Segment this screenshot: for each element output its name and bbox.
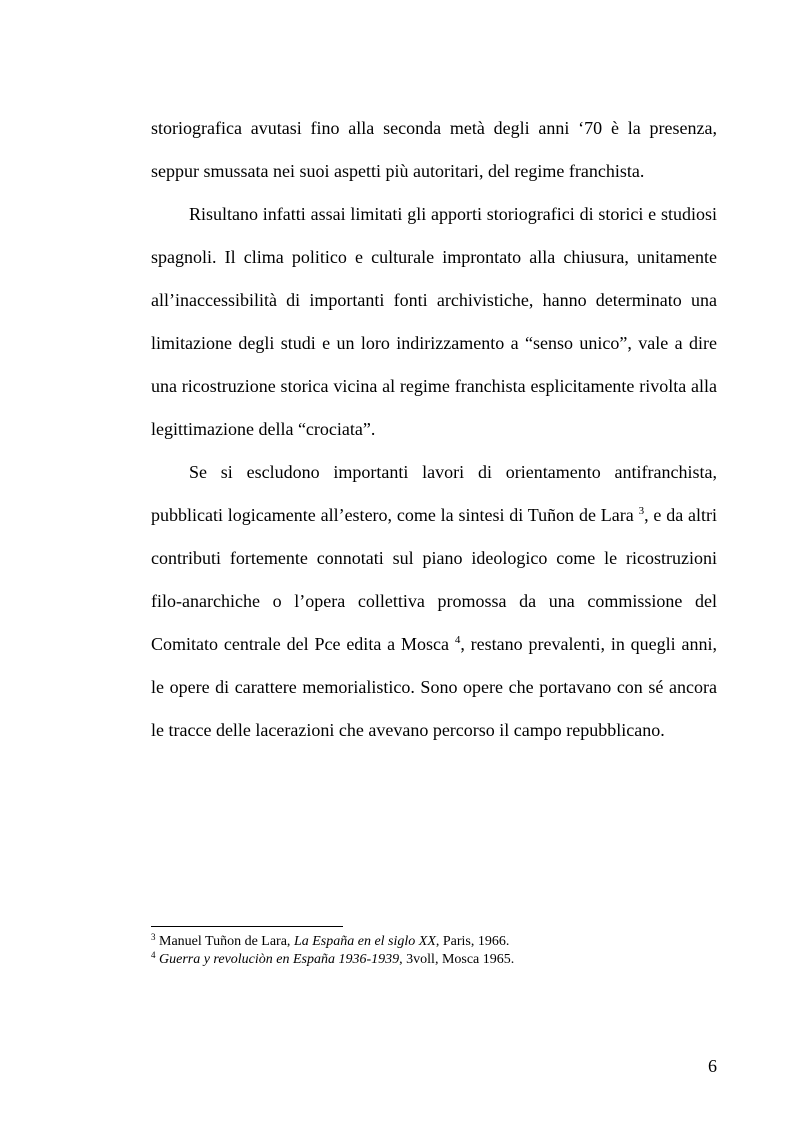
paragraph-3-text-b: , e da altri contributi fortemente connotati sul piano ideologico come le ricostruzioni filo-anarchiche o l’opera collettiva promossa da una commissione del Comitato centrale del Pce edita a Mosca (151, 505, 718, 654)
paragraph-3 (151, 451, 717, 752)
footnote-number: 3 (151, 932, 156, 942)
footnote-4 (151, 951, 717, 969)
footnote-separator (151, 926, 343, 927)
footnote-text: Manuel Tuñon de Lara, (155, 934, 294, 949)
paragraph-2: Risultano infatti assai limitati gli apporti storiografici di storici e studiosi spagnoli. Il clima politico e culturale improntato alla chiusura, unitamente all’inaccessibilità di importanti fonti archivistiche, hanno determinato una limitazione degli studi e un loro indirizzamento a “senso unico”, vale a dire una ricostruzione storica vicina al regime franchista esplicitamente rivolta alla legittimazione della “crociata”. (151, 204, 717, 439)
footnote-3 (151, 933, 717, 951)
footnote-ref-4: 4 (454, 634, 461, 646)
paragraph-3-text-c: , restano prevalenti, in quegli anni, le opere di carattere memorialistico. Sono opere che portavano con sé ancora le tracce delle lacerazioni che avevano percorso il campo repubblicano. (151, 634, 717, 740)
footnote-title: Guerra y revoluciòn en España 1936-1939 (159, 952, 400, 967)
footnote-number: 4 (151, 950, 156, 960)
paragraph-3-text-a: Se si escludono importanti lavori di orientamento antifranchista, pubblicati logicamente all’estero, come la sintesi di Tuñon de Lara (151, 462, 717, 525)
page-number: 6 (708, 1056, 717, 1076)
footnote-ref-3: 3 (638, 505, 645, 517)
paragraph-1: storiografica avutasi fino alla seconda metà degli anni ‘70 è la presenza, seppur smussata nei suoi aspetti più autoritari, del regime franchista. (151, 118, 717, 181)
body-text (151, 107, 717, 752)
footnote-title: La España en el siglo XX (293, 934, 436, 949)
footnotes (151, 933, 717, 969)
footnote-text: , 3voll, Mosca 1965. (399, 952, 515, 967)
footnote-text: , Paris, 1966. (435, 934, 510, 949)
